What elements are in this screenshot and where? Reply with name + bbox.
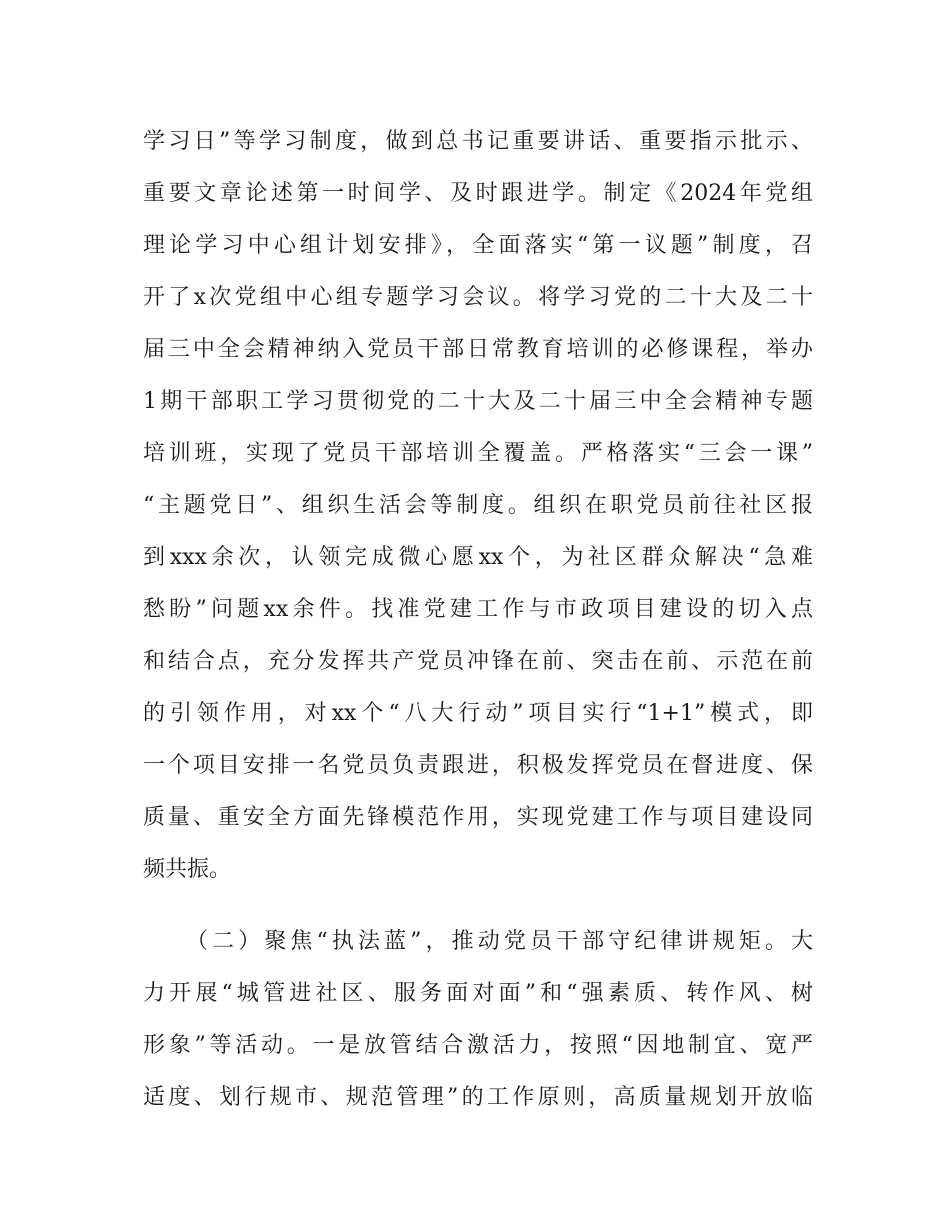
paragraph-1-line: 培训班，实现了党员干部培训全覆盖。严格落实“三会一课” <box>143 441 813 466</box>
paragraph-2-line: （二）聚焦“执法蓝”，推动党员干部守纪律讲规矩。大 <box>186 929 813 954</box>
paragraph-1-line: 学习日”等学习制度，做到总书记重要讲话、重要指示批示、 <box>143 129 813 154</box>
paragraph-1-line: 到xxx余次，认领完成微心愿xx个，为社区群众解决“急难 <box>143 545 813 570</box>
paragraph-1-line: 一个项目安排一名党员负责跟进，积极发挥党员在督进度、保 <box>143 753 813 778</box>
paragraph-1-line: 的引领作用，对xx个“八大行动”项目实行“1+1”模式，即 <box>143 701 813 726</box>
paragraph-1-line: 1期干部职工学习贯彻党的二十大及二十届三中全会精神专题 <box>143 389 813 414</box>
paragraph-1-line: 重要文章论述第一时间学、及时跟进学。制定《2024年党组 <box>143 181 813 206</box>
paragraph-2-line: 形象”等活动。一是放管结合激活力，按照“因地制宜、宽严 <box>143 1033 813 1058</box>
paragraph-1-line: “主题党日”、组织生活会等制度。组织在职党员前往社区报 <box>143 493 813 518</box>
paragraph-1-line: 开了x次党组中心组专题学习会议。将学习党的二十大及二十 <box>143 285 813 310</box>
paragraph-1-line: 理论学习中心组计划安排》，全面落实“第一议题”制度，召 <box>143 233 813 258</box>
paragraph-2-line: 力开展“城管进社区、服务面对面”和“强素质、转作风、树 <box>143 981 813 1006</box>
paragraph-2-line: 适度、划行规市、规范管理”的工作原则，高质量规划开放临 <box>143 1085 813 1110</box>
paragraph-1-line: 愁盼”问题xx余件。找准党建工作与市政项目建设的切入点 <box>143 597 813 622</box>
paragraph-1-line: 届三中全会精神纳入党员干部日常教育培训的必修课程，举办 <box>143 337 813 362</box>
paragraph-1-line: 和结合点，充分发挥共产党员冲锋在前、突击在前、示范在前 <box>143 649 813 674</box>
paragraph-1-line: 质量、重安全方面先锋模范作用，实现党建工作与项目建设同 <box>143 805 813 830</box>
paragraph-1-line: 频共振。 <box>143 857 232 882</box>
